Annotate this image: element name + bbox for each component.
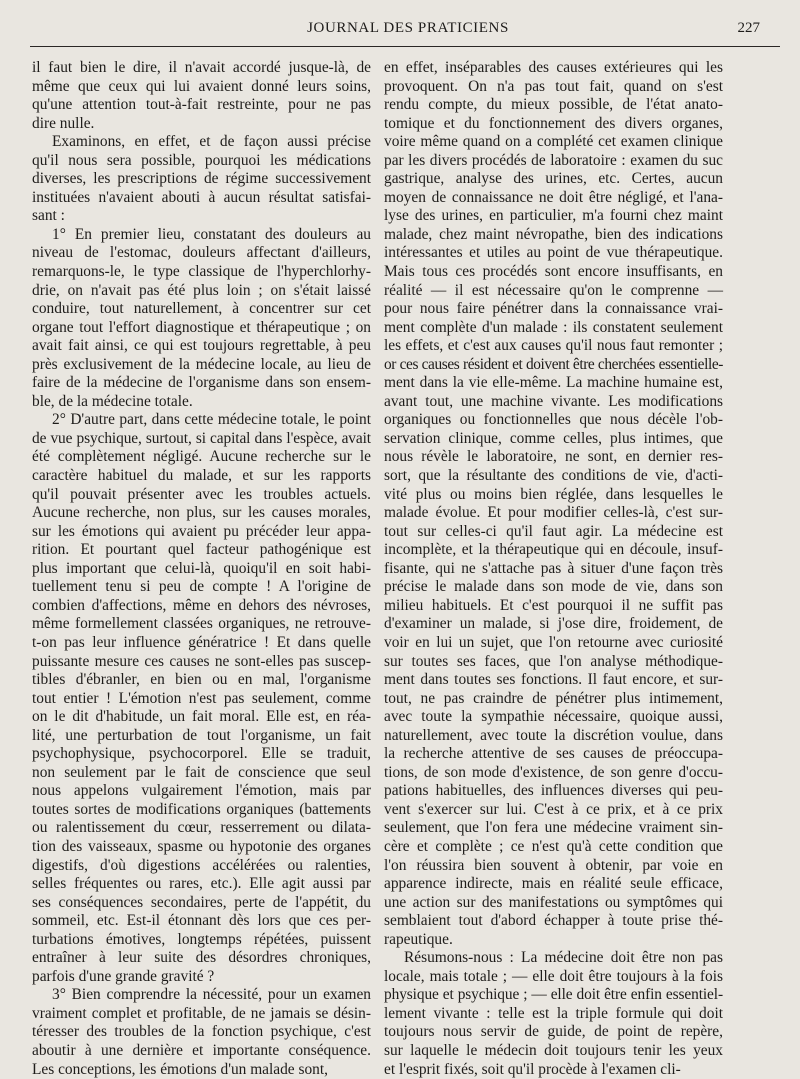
text-line: été complètement négligé. Aucune recherche sur le (32, 448, 371, 466)
text-line: il faut bien le dire, il n'avait accordé jusque-là, de (32, 59, 371, 76)
text-line: vité plus ou moins bien réglée, dans lesquelles le (384, 485, 723, 503)
text-line: tout, ne pas craindre de pénétrer plus intimement, (384, 689, 723, 707)
text-line: intéressantes et utiles au point de vue thérapeutique. (384, 244, 723, 262)
header-rule (30, 46, 780, 47)
text-line: de vue psychique, surtout, si capital dans l'espèce, avait (32, 429, 371, 447)
text-line: même que ceux qui lui avaient donné leurs soins, (32, 77, 371, 95)
text-line: naturellement, avec toute la discrétion voulue, dans (384, 726, 723, 744)
text-line: par les divers procédés de laboratoire : examen du suc (384, 151, 723, 169)
text-line: voire même quand on a complété cet examen clinique (384, 133, 723, 151)
text-line: rendu compte, du mieux possible, de l'état anato- (384, 96, 723, 114)
text-line: tion des vaisseaux, spasme ou hypotonie des organes (32, 837, 371, 855)
text-line: lement vivante : telle est la triple formule qui doit (384, 1004, 723, 1022)
text-line: organiques ou fonctionnelles que nous décèle l'ob- (384, 411, 723, 429)
text-line: une action sur des manifestations ou symptômes qui (384, 893, 723, 911)
text-line: conduire, tout naturellement, à concentrer sur cet (32, 300, 371, 318)
text-line: ou ralentissement du cœur, resserrement ou dilata- (32, 819, 371, 837)
text-line: ment dans toutes ses fonctions. Il faut encore, et sur- (384, 671, 723, 689)
text-line: lité, une perturbation de tout l'organisme, un fait (32, 726, 371, 744)
text-line: toujours nous servir de guide, de point de repère, (384, 1023, 723, 1041)
text-line: organe tout l'effort diagnostique et thérapeutique ; on (32, 318, 371, 336)
text-line: et l'esprit fixés, soit qu'il procède à l'examen cli- (384, 1060, 681, 1078)
text-line: remarquons-le, le type classique de l'hyperchlorhy- (32, 263, 371, 281)
text-line: caractère habituel du malade, et sur les rapports (32, 467, 371, 485)
text-line: tions, de son mode d'existence, de son genre d'occu- (384, 763, 723, 781)
text-line: 2° D'autre part, dans cette médecine totale, le point (52, 411, 371, 429)
text-line: précise le malade dans son mode de vie, dans son (384, 578, 723, 596)
text-line: gastrique, analyse des urines, etc. Certes, aucun (384, 170, 723, 188)
text-line: pour nous faire pénétrer dans la connaissance vrai- (384, 300, 723, 318)
text-line: 1° En premier lieu, constatant des douleurs au (52, 225, 371, 243)
text-line: on le dit d'habitude, un fait moral. Elle est, en réa- (32, 708, 371, 726)
text-line: malade évolue. Et pour modifier celles-là, c'est sur- (384, 504, 723, 522)
text-line: diverses, les prescriptions de régime successivement (32, 170, 371, 188)
text-line: l'on réussira bien souvent à obtenir, par voie en (384, 856, 723, 874)
text-line: parfois d'une grande gravité ? (32, 967, 215, 985)
text-line: or ces causes résident et doivent être cherchées essentielle- (384, 355, 723, 373)
text-line: instituées n'avaient abouti à aucun résultat satisfai- (32, 188, 371, 206)
text-line: vent s'exercer sur lui. C'est à ce prix, et à ce prix (384, 800, 723, 818)
text-line: drie, on n'avait pas été plus loin ; on s'était laissé (32, 281, 371, 299)
text-line: incomplète, et la thérapeutique qui en découle, insuf- (384, 541, 723, 559)
text-line: sommeil, etc. Est-il étonnant dès lors que ces per- (32, 912, 371, 930)
text-line: tout sur celles-ci qu'il faut agir. La médecine est (384, 522, 723, 540)
text-line: téresser des troubles de la fonction psychique, c'est (32, 1023, 371, 1041)
text-line: plus important que celui-là, quoiqu'il en soit habi- (32, 559, 371, 577)
text-line: dire nulle. (32, 114, 95, 132)
text-line: aboutir à une dernière et importante conséquence. (32, 1041, 371, 1059)
text-line: tuellement tenu si peu de compte ! A l'origine de (32, 578, 371, 596)
text-line: avait fait ainsi, ce qui est toujours regrettable, à peu (32, 337, 371, 355)
text-line: milieu habituels. Et c'est pourquoi il ne suffit pas (384, 596, 723, 614)
text-line: seulement, que l'on fera une médecine vraiment sin- (384, 819, 723, 837)
text-line: qu'une attention tout-à-fait restreinte, pour ne pas (32, 96, 371, 114)
text-line: faire de la médecine de l'organisme dans son ensem- (32, 374, 371, 392)
text-line: vraiment complet et profitable, de ne jamais se désin- (32, 1004, 371, 1022)
text-line: provoquent. On n'a pas tout fait, quand on s'est (384, 77, 723, 95)
journal-title: JOURNAL DES PRATICIENS (307, 20, 509, 36)
text-line: Résumons-nous : La médecine doit être non pas (404, 949, 723, 967)
right-text-column (384, 59, 723, 1079)
text-line: réalité — il est nécessaire qu'on le comprenne — (384, 281, 723, 299)
text-line: ses conséquences secondaires, perte de l'appétit, du (32, 893, 371, 911)
text-line: toutes sortes de modifications organiques (battements (32, 800, 371, 818)
text-line: Aucune recherche, non plus, sur les causes morales, (32, 504, 371, 522)
text-line: cère et complète ; ce n'est qu'à cette condition que (384, 837, 723, 855)
text-line: qu'il nous sera possible, pourquoi les médications (32, 151, 371, 169)
text-line: rition. Et pourtant quel facteur pathogénique est (32, 541, 371, 559)
text-line: la recherche attentive de ses causes de préoccupa- (384, 745, 723, 763)
text-line: ble, de la médecine totale. (32, 392, 193, 410)
text-line: ment dans la vie elle-même. La machine humaine est, (384, 374, 723, 392)
text-line: tout entier ! L'émotion n'est pas seulement, comme (32, 689, 371, 707)
text-line: qu'il pouvait présenter avec les troubles actuels. (32, 485, 371, 503)
text-line: sort, que la résultante des conditions de vie, d'acti- (384, 467, 723, 485)
text-line: puissante mesure ces causes ne sont-elles pas suscep- (32, 652, 371, 670)
left-text-column (32, 59, 371, 1079)
text-line: Mais tous ces procédés sont encore insuffisants, en (384, 263, 723, 281)
page-number: 227 (737, 20, 760, 36)
text-line: sur les émotions qui avaient pu précéder leur appa- (32, 522, 371, 540)
text-line: psychophysique, psychocorporel. Elle se traduit, (32, 745, 371, 763)
text-line: rapeutique. (384, 930, 453, 948)
text-line: non seulement par le fait de conscience que seul (32, 763, 371, 781)
running-header (36, 18, 780, 44)
text-line: t-on pas leur influence génératrice ! Et dans quelle (32, 633, 371, 651)
text-line: moyen de connaissance ne doit être négligé, et l'ana- (384, 188, 723, 206)
text-line: malade, chez maint névropathe, bien des indications (384, 225, 723, 243)
text-line: Examinons, en effet, et de façon aussi précise (52, 133, 371, 151)
text-line: près exclusivement de la médecine locale, au lieu de (32, 355, 371, 373)
text-line: avant tout, une machine vivante. Les modifications (384, 392, 723, 410)
text-line: en effet, inséparables des causes extérieures qui les (384, 59, 723, 76)
text-line: niveau de l'estomac, douleurs affectant d'ailleurs, (32, 244, 371, 262)
text-line: lyse des urines, en particulier, m'a fourni chez maint (384, 207, 723, 225)
text-line: physique et psychique ; — elle doit être enfin essentiel- (384, 986, 723, 1004)
text-line: voir en lui un sujet, que l'on retourne avec curiosité (384, 633, 723, 651)
text-line: 3° Bien comprendre la nécessité, pour un examen (52, 986, 371, 1004)
text-line: turbations émotives, longtemps répétées, puissent (32, 930, 371, 948)
text-line: ment complète d'un malade : ils constatent seulement (384, 318, 723, 336)
text-line: sant : (32, 207, 65, 225)
text-line: sur laquelle le médecin doit toujours tenir les yeux (384, 1041, 723, 1059)
text-line: tibles d'ébranler, en bien ou en mal, l'organisme (32, 671, 371, 689)
text-line: fisante, qui ne s'attache pas à situer d'une façon très (384, 559, 723, 577)
text-line: pations habituelles, des influences diverses qui peu- (384, 782, 723, 800)
text-line: Les conceptions, les émotions d'un malade sont, (32, 1060, 328, 1078)
text-line: entraîner à leur suite des désordres chroniques, (32, 949, 371, 967)
text-line: selles fréquentes ou rares, etc.). Elle agit aussi par (32, 875, 371, 893)
text-line: avec toute la sympathie nécessaire, quoique aussi, (384, 708, 723, 726)
text-line: combien d'affections, même en dehors des névroses, (32, 596, 371, 614)
text-line: nous appelons vulgairement l'émotion, mais par (32, 782, 371, 800)
text-line: digestifs, d'où digestions accélérées ou ralenties, (32, 856, 371, 874)
text-line: les effets, et c'est aux causes qu'il nous faut remonter ; (384, 337, 723, 355)
text-line: servation clinique, comme celles, plus intimes, que (384, 429, 723, 447)
text-line: sur toutes ses faces, que l'on analyse méthodique- (384, 652, 723, 670)
text-line: apparence indirecte, mais en réalité seule efficace, (384, 875, 723, 893)
text-line: nous révèle le laboratoire, ne sont, en dernier res- (384, 448, 723, 466)
text-line: locale, mais totale ; — elle doit être toujours à la fois (384, 967, 723, 985)
text-line: semblaient tout d'abord échapper à toute prise thé- (384, 912, 723, 930)
text-line: tomique et du fonctionnement des divers organes, (384, 114, 723, 132)
text-line: même formellement classées organiques, ne retrouve- (32, 615, 371, 633)
text-line: d'examiner un malade, si j'ose dire, froidement, de (384, 615, 723, 633)
